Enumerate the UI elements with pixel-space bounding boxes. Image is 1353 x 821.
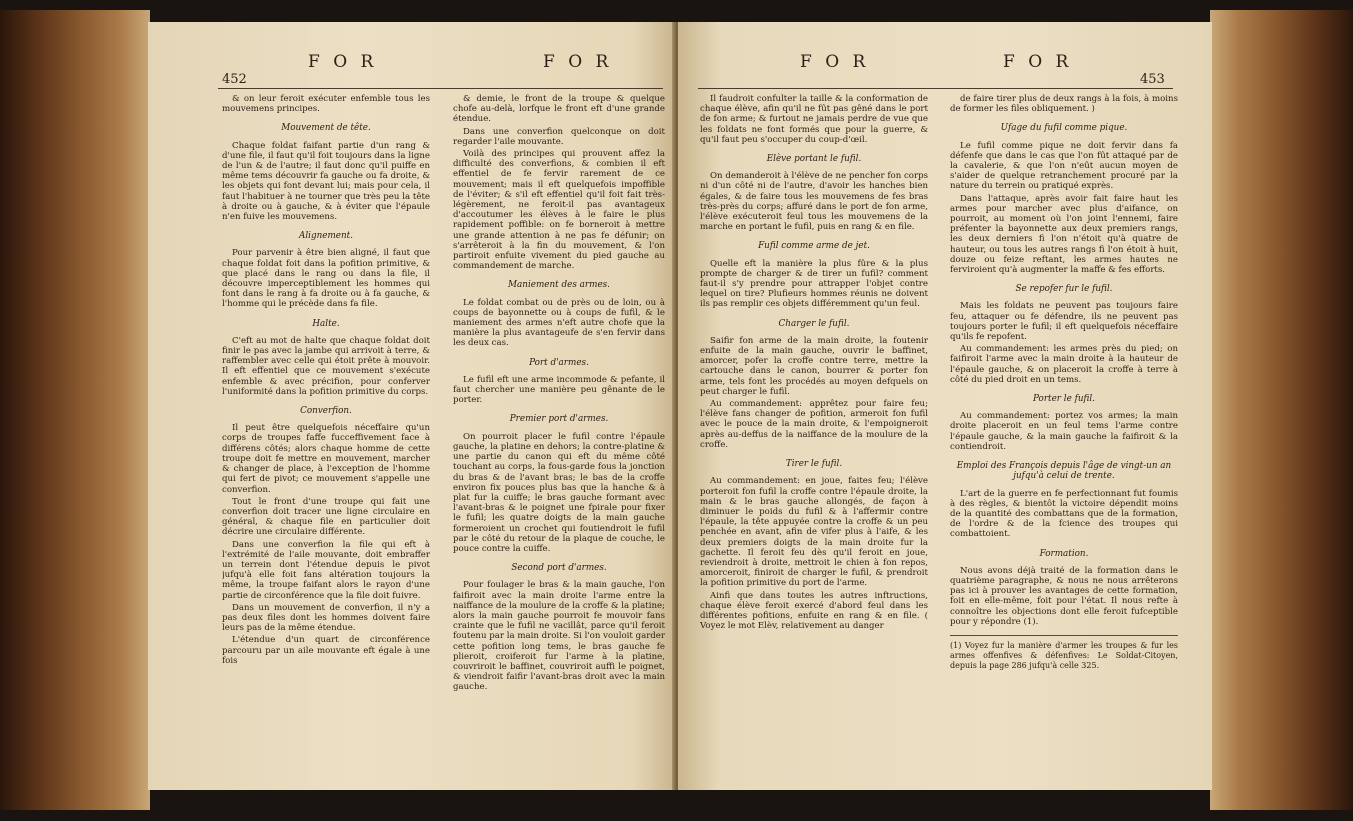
paragraph: L'étendue d'un quart de circonférence parcouru par un aile mouvante eft égale à une fois: [222, 635, 430, 666]
left-cover-edge: [0, 10, 150, 810]
text-column: [700, 94, 928, 784]
section-heading: Se repofer fur le fufil.: [1015, 284, 1113, 295]
paragraph: Le fufil eft une arme incommode & pefante, il faut chercher une manière peu gênante de le porter.: [453, 374, 665, 406]
right-page: [678, 22, 1212, 790]
paragraph: Au commandement: en joue, faites feu; l'élève porteroit fon fufil la croffe contre l'épaule droite, la main & le bras gauche allongés, de façon à diminuer le poids du fufil & à l'affermir contre l'épaule, la tête appuyée contre la croffe & un peu penchée en avant, afin de vifer plus à l'aife, & les deux premiers doigts de la main droite fur la gachette. Il feroit feu dès qu'il feroit en joue, reviendroit à droite, mettroit le chien à fon repos, amorceroit, finiroit de charger le fufil, & prendroit la pofition primitive du port de l'arme.: [700, 476, 928, 589]
paragraph: Au commandement: portez vos armes; la main droite placeroit en un feul tems l'arme contre l'épaule gauche, & la main gauche la faifiroit & la contiendroit.: [950, 411, 1178, 452]
paragraph: Nous avons déjà traité de la formation dans le quatrième paragraphe, & nous ne nous arrêterons pas ici à prouver les avantages de cette formation, foit en elle-même, foit pour l'état. Il nous refte à connoître les objections dont elle feroit fufceptible pour y répondre (1).: [950, 565, 1178, 627]
section-heading: Premier port d'armes.: [509, 414, 609, 425]
paragraph: On demanderoit à l'élève de ne pencher fon corps ni d'un côté ni de l'autre, d'avoir les hanches bien égales, & de faire tous les mouvemens de fes bras très-près du corps; affuré dans le port de fon arme, l'élève exécuteroit feul tous les mouvemens de la marche en portant le fufil, puis en rang & en file.: [700, 171, 928, 233]
section-heading: Formation.: [1039, 548, 1089, 559]
section-heading: Halte.: [312, 318, 340, 329]
paragraph: C'eft au mot de halte que chaque foldat doit finir le pas avec la jambe qui arrivoit à terre, & raffembler avec celle qui étoit prête à mouvoir. Il eft effentiel que ce mouvement s'exécute enfemble & avec précifion, pour conferver l'uniformité dans la pofition primitive du corps.: [222, 335, 430, 397]
footnote: (1) Voyez fur la manière d'armer les troupes & fur les armes offenfives & défenfives: Le Soldat-Citoyen, depuis la page 286 jufqu'à celle 325.: [950, 635, 1178, 672]
paragraph: Au commandement: apprêtez pour faire feu; l'élève fans changer de pofition, armeroit fon fufil avec le pouce de la main droite, & l'empoigneroit après au-deffus de la naiffance de la moulure de la croffe.: [700, 399, 928, 450]
paragraph: Dans un mouvement de converfion, il n'y a pas deux files dont les hommes doivent faire leurs pas de la même étendue.: [222, 602, 430, 634]
text-column: [453, 94, 665, 784]
paragraph: Dans une converfion quelconque on doit regarder l'aile mouvante.: [453, 126, 665, 147]
section-heading: Mouvement de tête.: [281, 123, 371, 134]
text-column: [222, 94, 430, 784]
paragraph: Tout le front d'une troupe qui fait une converfion doit tracer une ligne circulaire en général, & chaque file en particulier doit décrire une circulaire différente.: [222, 496, 430, 538]
text-column: [950, 94, 1178, 784]
paragraph: & demie, le front de la troupe & quelque chofe au-delà, lorfque le front eft d'une grande étendue.: [453, 94, 665, 125]
section-heading: Charger le fufil.: [778, 318, 850, 329]
paragraph: Chaque foldat faifant partie d'un rang & d'une file, il faut qu'il foit toujours dans la ligne de l'un & de l'autre; il faut donc qu'il puiffe en même tems découvrir fa gauche ou fa droite, & les objets qui font devant lui; mais pour cela, il faut l'habituer à ne tourner que très peu la tête à droite ou à gauche, & à éviter que l'épaule n'en fuive les mouvemens.: [222, 140, 430, 223]
page-number: 452: [222, 72, 247, 87]
paragraph: Il faudroit confulter la taille & la conformation de chaque élève, afin qu'il ne fût pas gêné dans le port de fon arme; & furtout ne jamais perdre de vue que les foldats ne font formés que pour la guerre, & qu'il faut peu s'occuper du coup-d'œil.: [700, 94, 928, 145]
paragraph: Dans l'attaque, après avoir fait faire haut les armes pour marcher avec plus d'aifance, on pourroit, au moment où l'on joint l'ennemi, faire préfenter la bayonnette aux deux premiers rangs, les deux derniers fi l'on n'étoit qu'à quatre de hauteur, ou tous les autres rangs fi l'on étoit à huit, douze ou feize reftant, les armes hautes ne ferviroient qu'à augmenter la maffe & fes efforts.: [950, 193, 1178, 276]
section-heading: Maniement des armes.: [508, 280, 610, 291]
paragraph: Ainfi que dans toutes les autres inftructions, chaque élève feroit exercé d'abord feul dans les différentes pofitions, enfuite en rang & en file. ( Voyez le mot Elèv, relativement au danger: [700, 590, 928, 632]
header-rule: [698, 88, 1173, 89]
section-heading: Porter le fufil.: [1032, 394, 1096, 405]
running-header: F O R: [800, 52, 870, 72]
right-cover-edge: [1210, 10, 1353, 810]
section-heading: Emploi des François depuis l'âge de vingt-un an jufqu'à celui de trente.: [956, 461, 1172, 482]
paragraph: Mais les foldats ne peuvent pas toujours faire feu, attaquer ou fe défendre, ils ne peuvent pas toujours porter le fufil; il eft quelquefois néceffaire qu'ils fe repofent.: [950, 301, 1178, 343]
section-heading: Tirer le fufil.: [785, 459, 843, 470]
paragraph: Quelle eft la manière la plus fûre & la plus prompte de charger & de tirer un fufil? comment faut-il s'y prendre pour attrapper l'objet contre lequel on tire? Plufieurs hommes réunis ne doivent ils pas remplir ces objets différemment qu'un feul.: [700, 258, 928, 310]
paragraph: Saifir fon arme de la main droite, la foutenir enfuite de la main gauche, ouvrir le baffinet, amorcer, pofer la croffe contre terre, mettre la cartouche dans le canon, bourrer & porter fon arme, tels font les procédés au moyen defquels on peut charger le fufil.: [700, 335, 928, 397]
paragraph: & on leur feroit exécuter enfemble tous les mouvemens principes.: [222, 94, 430, 115]
section-heading: Second port d'armes.: [511, 563, 607, 574]
paragraph: Le foldat combat ou de près ou de loin, ou à coups de bayonnette ou à coups de fufil, & le maniement des armes n'eft autre chofe que la manière la plus avantageufe de s'en fervir dans les deux cas.: [453, 297, 665, 349]
paragraph: Au commandement: les armes près du pied; on faifiroit l'arme avec la main droite à la hauteur de l'épaule gauche, & on placeroit la croffe à terre à côté du pied droit en un tems.: [950, 344, 1178, 385]
paragraph: Dans une converfion la file qui eft à l'extrémité de l'aile mouvante, doit embraffer un terrein dont l'étendue depuis le pivot jufqu'à elle foit fans altération toujours la même, la troupe faifant alors le rayon d'une partie de circonférence que la file doit fuivre.: [222, 539, 430, 601]
running-header: F O R: [308, 52, 378, 72]
left-page: [148, 22, 675, 790]
paragraph: Voilà des principes qui prouvent affez la difficulté des converfions, & combien il eft effentiel de fe fervir rarement de ce mouvement; mais il eft quelquefois impoffible de l'éviter; & s'il eft effentiel qu'il foit fait très-légèrement, ne feroit-il pas avantageux d'accoutumer les élèves à le faire le plus rapidement poffible: on fe borneroit à mettre une grande attention à ne pas fe défunir; on s'arrêteroit à la fin du mouvement, & l'on partiroit enfuite vivement du pied gauche au commandement de marche.: [453, 149, 665, 272]
paragraph: Le fufil comme pique ne doit fervir dans fa défenfe que dans le cas que l'on fût attaqué par de la cavalerie, & que l'on n'eût aucun moyen de s'aider de quelque retranchement procuré par la nature du terrein ou pratiqué exprès.: [950, 140, 1178, 192]
paragraph: L'art de la guerre en fe perfectionnant fut foumis à des règles, & bientôt la victoire dépendit moins de la quantité des combattans que de la formation, de l'ordre & de la fcience des troupes qui combattoient.: [950, 488, 1178, 540]
paragraph: de faire tirer plus de deux rangs à la fois, à moins de former les files obliquement. ): [950, 94, 1178, 115]
header-rule: [218, 88, 663, 89]
running-header: F O R: [1003, 52, 1073, 72]
section-heading: Elève portant le fufil.: [766, 154, 862, 165]
page-number: 453: [1140, 72, 1165, 87]
running-header: F O R: [543, 52, 613, 72]
paragraph: Pour foulager le bras & la main gauche, l'on faifiroit avec la main droite l'arme entre la naiffance de la moulure de la croffe & la platine; alors la main gauche pourroit fe mouvoir fans crainte que le fufil ne vacillât, parce qu'il feroit foutenu par la main droite. Si l'on vouloit garder cette pofition long tems, le bras gauche fe plieroit, croiferoit fur l'arme à la platine, couvriroit le baffinet, couvriroit auffi le poignet, & viendroit faifir l'avant-bras droit avec la main gauche.: [453, 580, 665, 693]
section-heading: Alignement.: [298, 231, 354, 242]
paragraph: Il peut être quelquefois néceffaire qu'un corps de troupes faffe fucceffivement face à différens côtés; alors chaque homme de cette troupe doit fe mettre en mouvement, marcher & changer de place, à l'exception de l'homme qui fert de pivot; ce mouvement s'appelle une converfion.: [222, 423, 430, 495]
paragraph: On pourroit placer le fufil contre l'épaule gauche, la platine en dehors; la contre-platine & une partie du canon qui eft du même côté touchant au corps, la fous-garde fous la jonction du bras & de l'avant bras; le bas de la croffe environ fix pouces plus bas que la hanche & à plat fur la cuiffe; le bras gauche formant avec l'avant-bras & le poignet une fpirale pour fixer le fufil; les quatre doigts de la main gauche formeroient un crochet qui foutiendroit le fufil par le côté du retour de la plaque de couche, le pouce contre la cuiffe.: [453, 431, 665, 554]
section-heading: Fufil comme arme de jet.: [758, 241, 870, 252]
section-heading: Converfion.: [300, 406, 352, 417]
section-heading: Port d'armes.: [529, 357, 589, 368]
paragraph: Pour parvenir à être bien aligné, il faut que chaque foldat foit dans la pofition primitive, & que placé dans le rang ou dans la file, il découvre imperceptiblement les hommes qui font dans le rang à fa droite ou à fa gauche, & l'homme qui le précède dans fa file.: [222, 248, 430, 310]
section-heading: Ufage du fufil comme pique.: [1000, 123, 1128, 134]
